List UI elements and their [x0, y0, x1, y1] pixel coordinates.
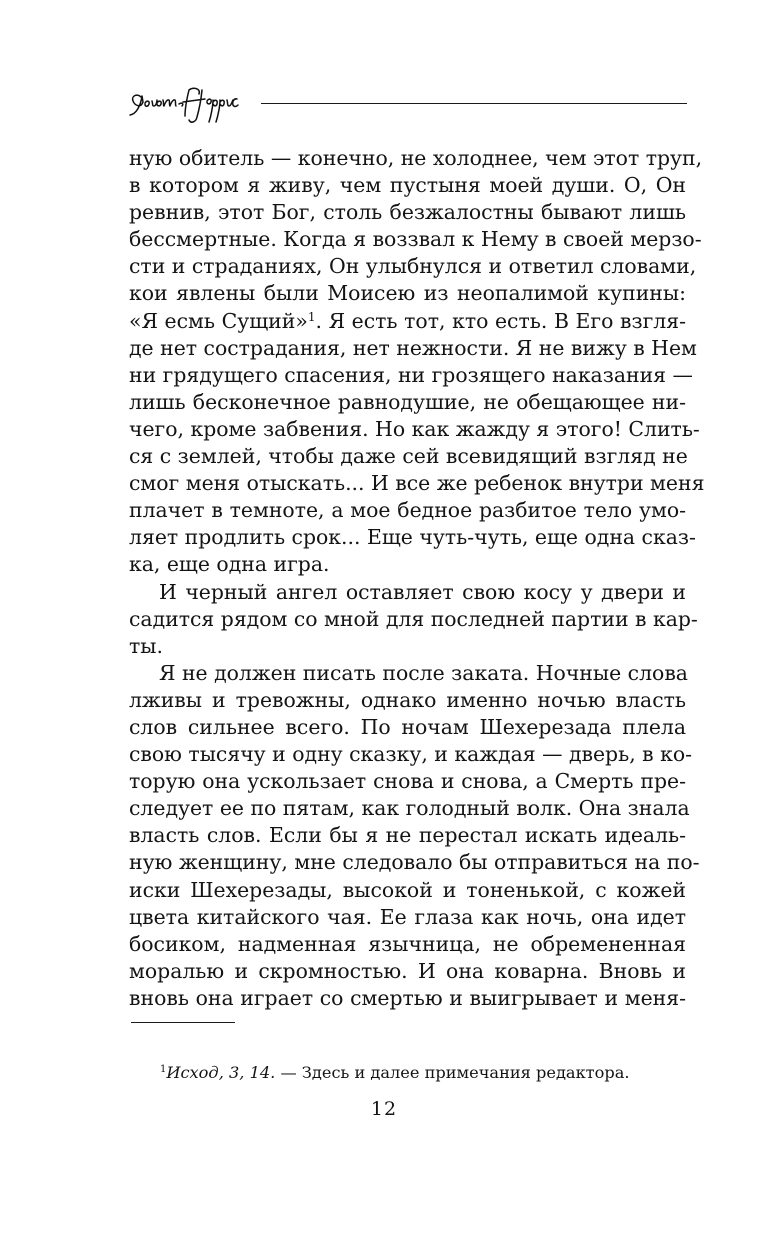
text-line: кои явлены были Моисею из неопалимой купины:: [129, 281, 686, 306]
footnote-marker[interactable]: 1: [307, 309, 316, 324]
text-line: ную обитель — конечно, не холоднее, чем этот труп,: [129, 146, 703, 170]
text-line: ляет продлить срок... Еще чуть-чуть, еще одна сказ-: [129, 525, 696, 550]
footnote-rule: [131, 1022, 235, 1023]
text-line: ся с землей, чтобы даже сей всевидящий взгляд не: [129, 444, 688, 469]
text-line: плачет в темноте, а мое бедное разбитое тело умо-: [129, 498, 686, 523]
text-line: босиком, надменная язычница, не обремененная: [129, 931, 686, 956]
body-text: [129, 145, 705, 1012]
text-line: в котором я живу, чем пустыня моей души. О, Он: [129, 173, 686, 198]
header-rule: [261, 103, 687, 104]
text-line: ты.: [129, 633, 163, 658]
text-line: торую она ускользает снова и снова, а Смерть пре-: [129, 769, 686, 794]
author-signature-logo: [127, 84, 257, 134]
text-line: чего, кроме забвения. Но как жажду я этого! Слить-: [129, 416, 700, 441]
text-line: сти и страданиях, Он улыбнулся и ответил словами,: [129, 254, 697, 279]
text-line: бессмертные. Когда я воззвал к Нему в своей мерзо-: [129, 227, 702, 252]
text-line: власть слов. Если бы я не перестал искать идеаль-: [129, 823, 686, 848]
text-line: следует ее по пятам, как голодный волк. Она знала: [129, 796, 690, 821]
text-line: садится рядом со мной для последней партии в кар-: [129, 606, 698, 631]
text-line: слов сильнее всего. По ночам Шехерезада плела: [129, 714, 686, 739]
text-line: де нет сострадания, нет нежности. Я не вижу в Нем: [129, 335, 697, 360]
text-line: вновь она играет со смертью и выигрывает и меня-: [129, 985, 686, 1010]
text-line: цвета китайского чая. Ее глаза как ночь, она идет: [129, 904, 686, 929]
footnote: [160, 1062, 630, 1084]
text-line: лживы и тревожны, однако именно ночью власть: [129, 687, 686, 712]
text-line: ревнив, этот Бог, столь безжалостны бывают лишь: [129, 200, 686, 225]
text-line: иски Шехерезады, высокой и тоненькой, с кожей: [129, 877, 686, 902]
paragraph-start-line: И черный ангел оставляет свою косу у двери и: [159, 579, 686, 604]
footnote-source: Исход, 3, 14.: [166, 1063, 276, 1082]
text-line: лишь бесконечное равнодушие, не обещающее ни-: [129, 389, 686, 414]
text-line: моралью и скромностью. И она коварна. Вновь и: [129, 958, 686, 983]
text-line: свою тысячу и одну сказку, и каждая — дверь, в ко-: [129, 742, 693, 767]
footnote-text: — Здесь и далее примечания редактора.: [275, 1063, 630, 1082]
text-line: [129, 308, 686, 335]
text-line: смог меня отыскать... И все же ребенок внутри меня: [129, 471, 705, 496]
quote-continuation: . Я есть тот, кто есть. В Его взгля-: [315, 308, 686, 333]
text-line: ни грядущего спасения, ни грозящего наказания —: [129, 362, 693, 387]
page-number: 12: [370, 1098, 398, 1120]
paragraph-start-line: Я не должен писать после заката. Ночные слова: [159, 660, 688, 685]
running-header: [127, 84, 687, 134]
text-line: ную женщину, мне следовало бы отправиться на по-: [129, 850, 700, 875]
footnote-number: 1: [160, 1064, 167, 1075]
quote-text: «Я есмь Сущий»: [129, 308, 308, 333]
text-line: ка, еще одна игра.: [129, 552, 330, 577]
